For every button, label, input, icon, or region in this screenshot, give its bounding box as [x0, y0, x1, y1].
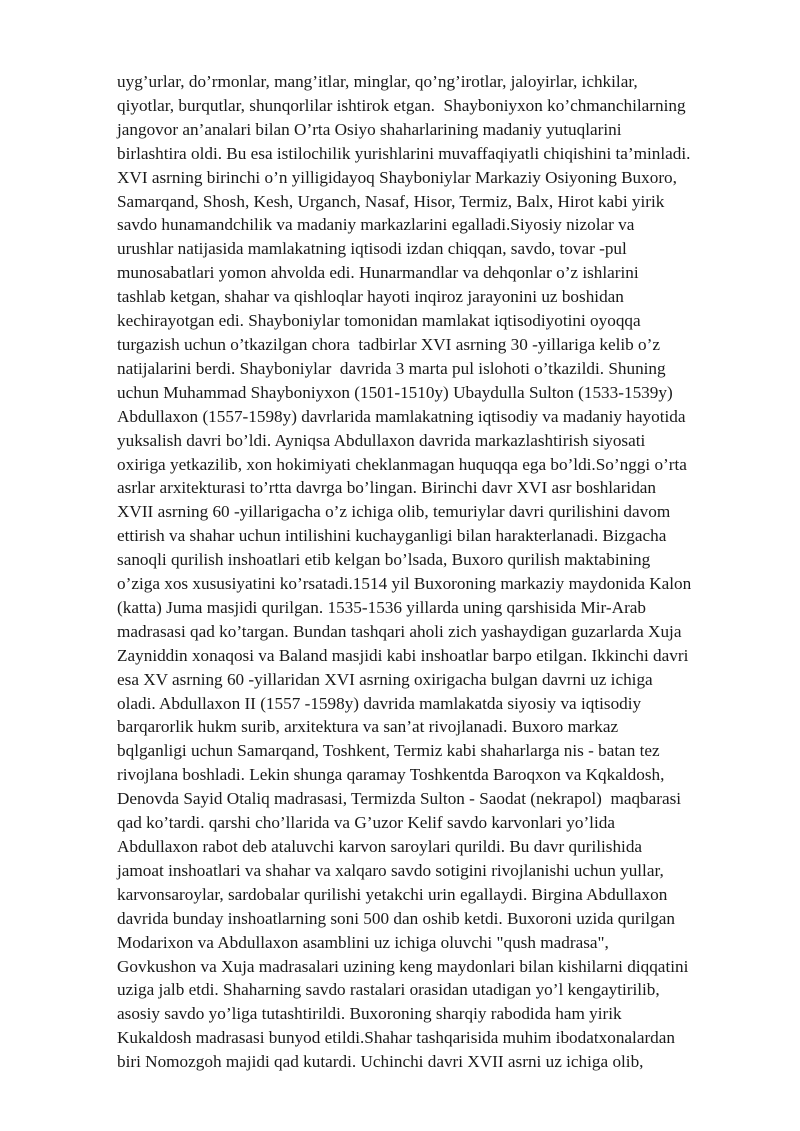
text-line: o’ziga xos xususiyatini ko’rsatadi.1514 yil Buxoroning markaziy maydonida Kalon	[117, 574, 692, 594]
text-line: jangovor an’analari bilan O’rta Osiyo shaharlarining madaniy yutuqlarini	[117, 119, 622, 139]
text-line: Samarqand, Shosh, Kesh, Urganch, Nasaf, Hisor, Termiz, Balx, Hirot kabi yirik	[117, 191, 665, 211]
text-line: natijalarini berdi. Shayboniylar davrida 3 marta pul islohoti o’tkazildi. Shuning	[117, 358, 666, 378]
body-text	[117, 70, 797, 1074]
text-line: XVII asrning 60 -yillarigacha o’z ichiga olib, temuriylar davri qurilishini davom	[117, 502, 671, 522]
text-line: karvonsaroylar, sardobalar qurilishi yetakchi urin egallaydi. Birgina Abdullaxon	[117, 884, 668, 904]
text-line: esa XV asrning 60 -yillaridan XVI asrning oxirigacha bulgan davrni uz ichiga	[117, 669, 653, 689]
text-line: uziga jalb etdi. Shaharning savdo rastalari orasidan utadigan yo’l kengaytirilib,	[117, 980, 660, 1000]
text-line: munosabatlari yomon ahvolda edi. Hunarmandlar va dehqonlar o’z ishlarini	[117, 263, 639, 283]
text-line: qad ko’tardi. qarshi cho’llarida va G’uzor Kelif savdo karvonlari yo’lida	[117, 813, 615, 833]
text-line: bqlganligi uchun Samarqand, Toshkent, Termiz kabi shaharlarga nis - batan tez	[117, 741, 660, 761]
text-line: madrasasi qad ko’targan. Bundan tashqari aholi zich yashaydigan guzarlarda Xuja	[117, 621, 682, 641]
text-line: davrida bunday inshoatlarning soni 500 dan oshib ketdi. Buxoroni uzida qurilgan	[117, 908, 676, 928]
text-line: Abdullaxon rabot deb ataluvchi karvon saroylari qurildi. Bu davr qurilishida	[117, 837, 643, 856]
text-line: rivojlana boshladi. Lekin shunga qaramay Toshkentda Baroqxon va Kqkaldosh,	[117, 765, 665, 785]
text-line: asrlar arxitekturasi to’rtta davrga bo’lingan. Birinchi davr XVI asr boshlaridan	[117, 478, 657, 498]
text-line: uyg’urlar, do’rmonlar, mang’itlar, minglar, qo’ng’irotlar, jaloyirlar, ichkilar,	[117, 72, 638, 91]
text-line: ettirish va shahar uchun intilishini kuchayganligi bilan harakterlanadi. Bizgacha	[117, 526, 667, 546]
text-line: oladi. Abdullaxon II (1557 -1598y) davrida mamlakatda siyosiy va iqtisodiy	[117, 693, 642, 713]
text-line: Denovda Sayid Otaliq madrasasi, Termizda Sulton - Saodat (nekrapol) maqbarasi	[117, 789, 682, 809]
text-line: biri Nomozgoh majidi qad kutardi. Uchinchi davri XVII asrni uz ichiga olib,	[117, 1052, 644, 1072]
text-line: uchun Muhammad Shayboniyxon (1501-1510y) Ubaydulla Sulton (1533-1539y)	[117, 382, 673, 402]
text-line: jamoat inshoatlari va shahar va xalqaro savdo sotigini rivojlanishi uchun yullar,	[117, 860, 664, 880]
text-line: urushlar natijasida mamlakatning iqtisodi izdan chiqqan, savdo, tovar -pul	[117, 239, 627, 259]
text-line: turgazish uchun o’tkazilgan chora tadbirlar XVI asrning 30 -yillariga kelib o’z	[117, 334, 660, 354]
text-line: sanoqli qurilish inshoatlari etib kelgan bo’lsada, Buxoro qurilish maktabining	[117, 550, 651, 570]
text-line: barqarorlik hukm surib, arxitektura va san’at rivojlanadi. Buxoro markaz	[117, 717, 619, 737]
text-line: Abdullaxon (1557-1598y) davrlarida mamlakatning iqtisodiy va madaniy hayotida	[117, 406, 686, 426]
text-line: qiyotlar, burqutlar, shunqorlilar ishtirok etgan. Shayboniyxon ko’chmanchilarning	[117, 95, 686, 115]
text-line: kechirayotgan edi. Shayboniylar tomonidan mamlakat iqtisodiyotini oyoqqa	[117, 311, 641, 331]
text-line: Govkushon va Xuja madrasalari uzining keng maydonlari bilan kishilarni diqqatini	[117, 956, 689, 976]
text-line: Kukaldosh madrasasi bunyod etildi.Shahar tashqarisida muhim ibodatxonalardan	[117, 1028, 675, 1048]
text-line: birlashtira oldi. Bu esa istilochilik yurishlarini muvaffaqiyatli chiqishini ta’minladi.	[117, 143, 691, 163]
text-line: oxiriga yetkazilib, xon hokimiyati cheklanmagan huquqqa ega bo’ldi.So’nggi o’rta	[117, 454, 687, 474]
text-line: (katta) Juma masjidi qurilgan. 1535-1536 yillarda uning qarshisida Mir-Arab	[117, 597, 647, 617]
text-line: asosiy savdo yo’liga tutashtirildi. Buxoroning sharqiy rabodida ham yirik	[117, 1004, 622, 1024]
text-line: savdo hunamandchilik va madaniy markazlarini egalladi.Siyosiy nizolar va	[117, 215, 635, 235]
text-line: Zayniddin xonaqosi va Baland masjidi kabi inshoatlar barpo etilgan. Ikkinchi davri	[117, 645, 689, 665]
text-line: XVI asrning birinchi o’n yilligidayoq Shayboniylar Markaziy Osiyoning Buxoro,	[117, 167, 677, 187]
text-line: yuksalish davri bo’ldi. Ayniqsa Abdullaxon davrida markazlashtirish siyosati	[117, 430, 646, 450]
text-line: tashlab ketgan, shahar va qishloqlar hayoti inqiroz jarayonini uz boshidan	[117, 287, 624, 307]
text-line: Modarixon va Abdullaxon asamblini uz ichiga oluvchi "qush madrasa",	[117, 932, 609, 952]
